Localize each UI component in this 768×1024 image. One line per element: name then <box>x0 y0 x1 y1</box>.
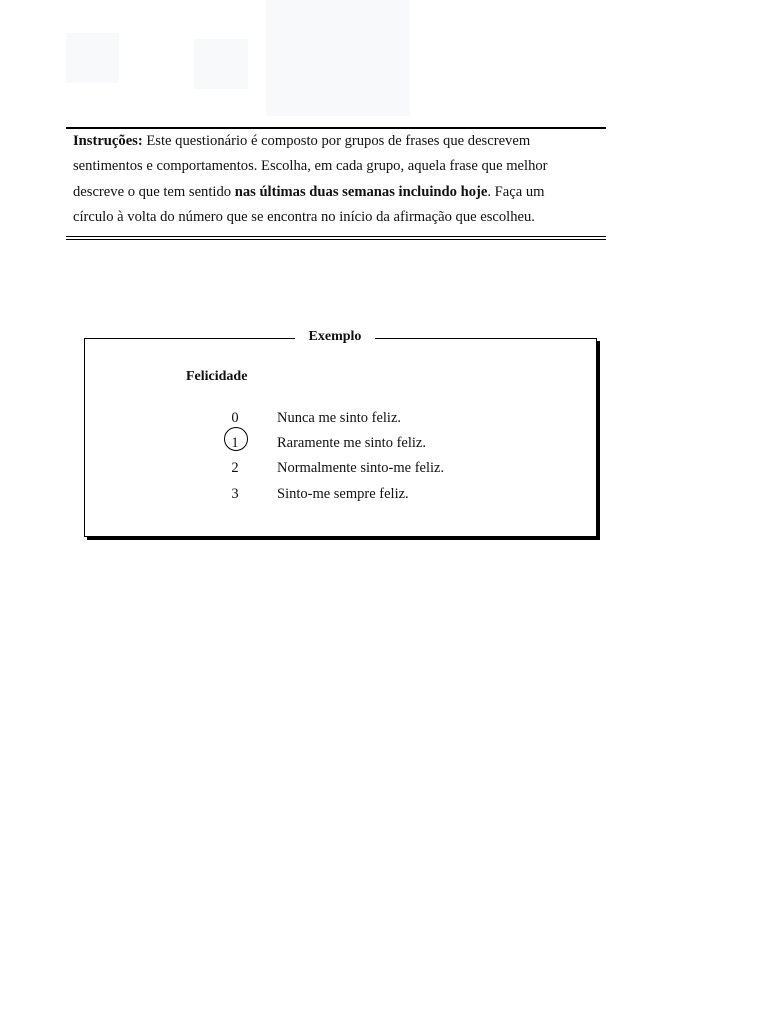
instructions-text-1: Este questionário é composto por grupos de frases que descrevem <box>142 133 531 149</box>
instructions-text-3b: . Faça um <box>487 183 545 200</box>
image-placeholder-2 <box>194 39 248 89</box>
instructions-line-1 <box>73 129 606 154</box>
option-text: Normalmente sinto-me feliz. <box>277 460 445 476</box>
divider-rule <box>66 239 606 240</box>
category-title: Felicidade <box>186 369 248 384</box>
image-placeholder-3 <box>266 0 410 116</box>
divider-rule <box>66 236 606 237</box>
instructions-text-3a: descreve o que tem sentido <box>73 183 235 200</box>
option-text: Raramente me sinto feliz. <box>277 435 426 451</box>
option-number: 3 <box>231 486 239 502</box>
option-number: 1 <box>231 435 239 451</box>
instructions-emphasis: nas últimas duas semanas incluindo hoje <box>234 183 488 200</box>
option-text: Sinto-me sempre feliz. <box>277 486 409 502</box>
option-row[interactable] <box>85 486 596 510</box>
option-number: 0 <box>231 410 239 426</box>
option-row-selected[interactable] <box>85 435 596 459</box>
option-number: 2 <box>231 460 239 476</box>
option-row[interactable] <box>85 410 596 434</box>
image-placeholder-1 <box>66 33 119 83</box>
example-box <box>84 329 597 537</box>
instructions-block <box>66 127 606 236</box>
instructions-line-4: círculo à volta do número que se encontra no início da afirmação que escolheu. <box>73 208 535 225</box>
option-text: Nunca me sinto feliz. <box>277 410 402 426</box>
instructions-label: Instruções: <box>73 133 143 149</box>
example-title: Exemplo <box>295 327 375 347</box>
option-row[interactable] <box>85 460 596 484</box>
instructions-line-3 <box>73 180 606 205</box>
instructions-line-2: sentimentos e comportamentos. Escolha, em cada grupo, aquela frase que melhor <box>73 158 548 175</box>
